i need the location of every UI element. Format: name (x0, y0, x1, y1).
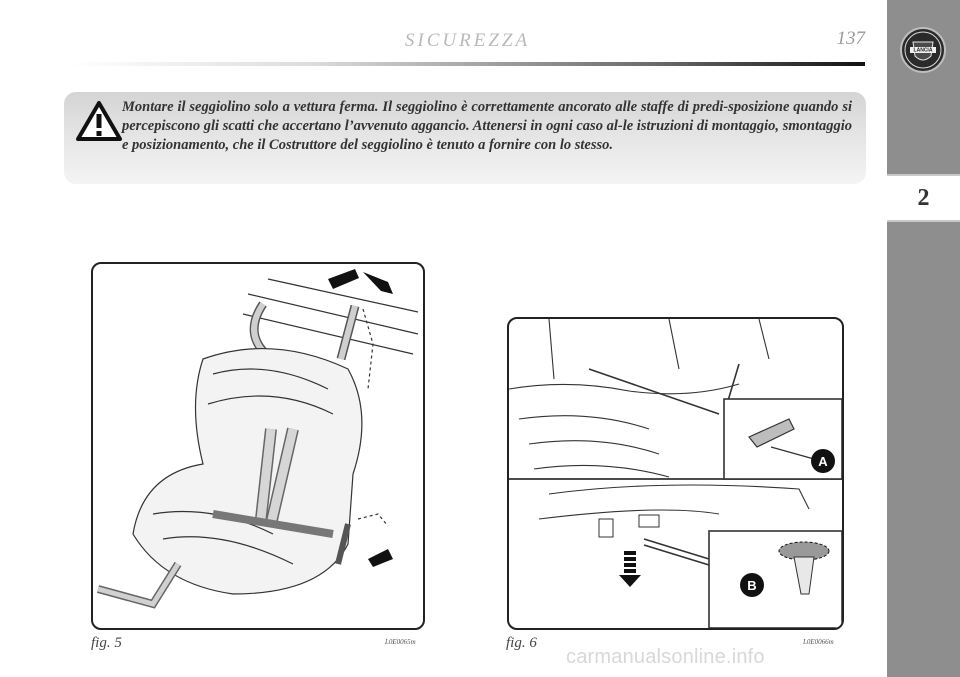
callout-a: A (818, 454, 828, 469)
figure-6-code: L0E0066m (803, 638, 834, 646)
lancia-shield-icon (899, 26, 947, 74)
warning-triangle-icon (76, 100, 122, 142)
warning-box (64, 92, 866, 184)
figure-5-code: L0E0065m (385, 638, 416, 646)
header-rule (70, 62, 865, 66)
page-header (70, 28, 865, 68)
logo-text: LANCIA (913, 47, 933, 54)
figure-5 (91, 262, 425, 630)
watermark: carmanualsonline.info (566, 646, 765, 668)
page-number: 137 (836, 28, 865, 49)
warning-paragraph (64, 98, 852, 156)
section-title: SICUREZZA (404, 30, 531, 51)
warning-text: Montare il seggiolino solo a vettura ferma. Il seggiolino è correttamente ancorato alle staffe di predi-sposizione quando si percepiscono gli scatti che accertano l’avvenuto aggancio. Attenersi in ogni caso al-le istruzioni di montaggio, smontaggio e posizionamento, che il Costruttore del seggiolino è tenuto a fornire con lo stesso. (122, 99, 852, 153)
callout-b: B (747, 578, 757, 593)
chapter-tab[interactable]: 2 (887, 174, 960, 222)
figure-5-label: fig. 5 (91, 635, 122, 651)
isofix-anchor-illustration (509, 319, 842, 628)
child-seat-illustration (93, 264, 423, 628)
figure-6 (507, 317, 844, 630)
chapter-sidebar (887, 0, 960, 677)
figure-6-label: fig. 6 (506, 635, 537, 651)
